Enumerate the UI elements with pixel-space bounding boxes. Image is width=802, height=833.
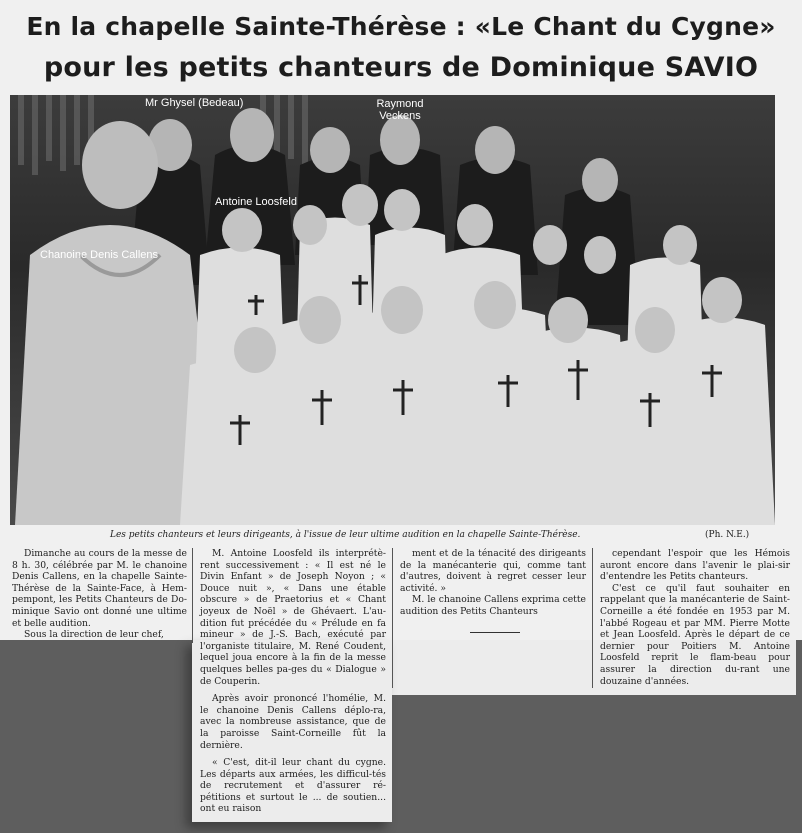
article-paragraph: Sous la direction de leur chef, (24, 629, 164, 641)
column-divider (192, 548, 193, 643)
headline-line-1: En la chapelle Sainte-Thérèse : «Le Chant du Cygne» (26, 12, 776, 41)
article-paragraph: cependant l'espoir que les Hémois auront encore dans l'avenir le plai-sir d'entendre les Petits chanteurs. (600, 548, 790, 583)
article-paragraph: Après avoir prononcé l'homélie, M. le chanoine Denis Callens déplo-ra, avec la nombreuse assistance, que de la paroisse Saint-Corneille fût la dernière. (200, 693, 386, 751)
group-photo-illustration (10, 95, 775, 525)
label-loosfeld: Antoine Loosfeld (215, 196, 297, 208)
article-column-2 (200, 548, 386, 815)
headline-line-2: pour les petits chanteurs de Dominique SAVIO (43, 52, 759, 83)
photo-credit: (Ph. N.E.) (705, 530, 750, 540)
article-paragraph: C'est ce qu'il faut souhaiter en rappelant que la manécanterie de Saint-Corneille a été fondée en 1953 par M. l'abbé Rogeau et par MM. Pierre Motte et Jean Loosfeld. Après le départ de ce dernier pour Poitiers M. Antoine Loosfeld reprit le flam-beau pour assurer la direction du-rant une douzaine d'années. (600, 582, 790, 687)
article-column-1 (12, 548, 187, 641)
article-paragraph: ment et de la ténacité des dirigeants de la manécanterie qui, comme tant d'autres, doivent à regret cesser leur activité. » (400, 548, 586, 594)
column-divider (392, 548, 393, 688)
photo-caption: Les petits chanteurs et leurs dirigeants, à l'issue de leur ultime audition en la chapelle Sainte-Thérèse. (110, 530, 581, 540)
label-callens: Chanoine Denis Callens (40, 249, 159, 261)
article-paragraph: M. le chanoine Callens exprima cette audition des Petits Chanteurs (400, 594, 586, 617)
article-column-4 (600, 548, 790, 687)
article-paragraph: « C'est, dit-il leur chant du cygne. Les départs aux armées, les difficul-tés de recrutement et d'assurer ré-pétitions et surtout le ... de soutien... ont eu raison (200, 757, 386, 815)
group-photo (10, 95, 775, 525)
label-ghysel: Mr Ghysel (Bedeau) (145, 97, 244, 109)
label-veckens: Raymond Veckens (376, 98, 424, 122)
column-divider (592, 548, 593, 688)
article-paragraph: Dimanche au cours de la messe de 8 h. 30, célébrée par M. le chanoine Denis Callens, en la chapelle Sainte-Thérèse de la Sainte-Face, à Hem-pempont, les Petits Chanteurs de Do-minique Savio ont donné une ultime et belle audition. (12, 548, 187, 629)
article-paragraph: M. Antoine Loosfeld ils interprétè-rent successivement : « Il est né le Divin Enfant » de Joseph Noyon ; « Douce nuit », « Dans une étable obscure » de Praetorius et « Chant joyeux de Noël » de Ghévaert. L'au-dition fut précédée du « Prélude en fa mineur » de J.-S. Bach, exécuté par l'organiste titulaire, M. René Coudent, lequel joua encore à la fin de la messe quelques belles pa-ges du « Dialogue » de Couperin. (200, 548, 386, 687)
article-column-3 (400, 548, 586, 618)
separator-rule (470, 632, 520, 633)
